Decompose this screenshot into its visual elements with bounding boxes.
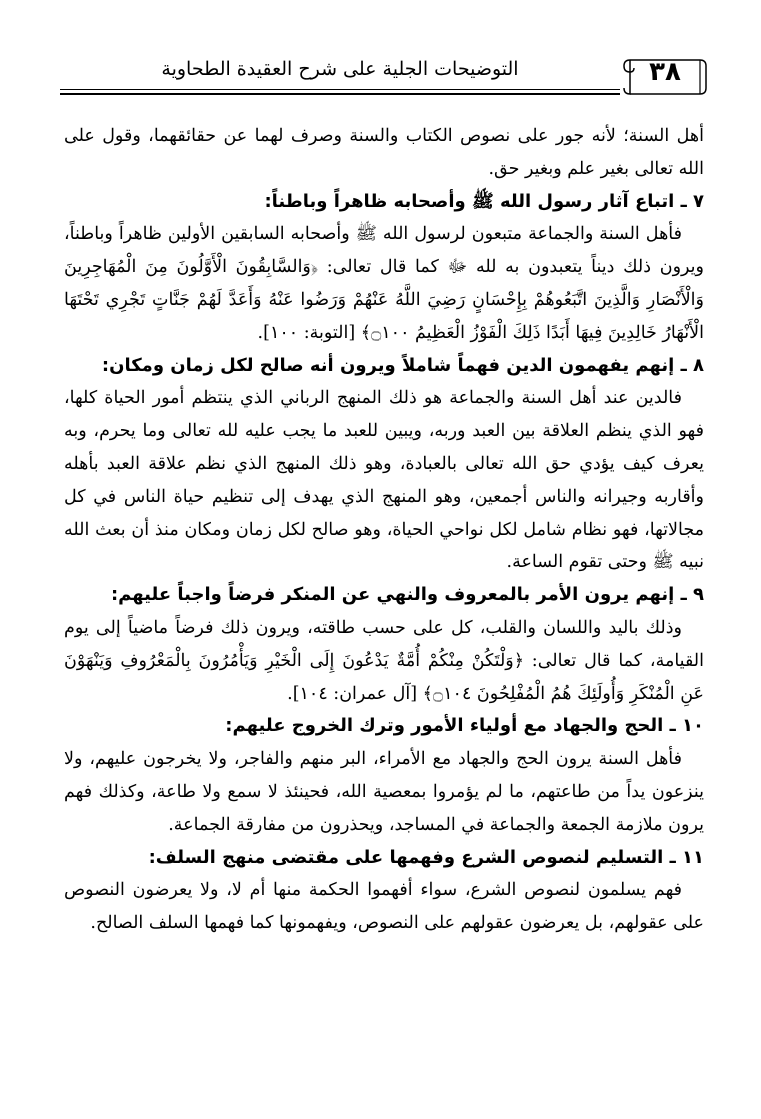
page-number-scroll xyxy=(620,54,710,94)
header-rule-thick xyxy=(60,93,620,95)
paragraph: فهم يسلمون لنصوص الشرع، سواء أفهموا الحكمة منها أم لا، ولا يعرضون النصوص على عقولهم، بل يعرضون عقولهم على النصوص، ويفهمونها كما فهمها السلف الصالح. xyxy=(64,880,704,934)
paragraph: فأهل السنة والجماعة متبعون لرسول الله ﷺ وأصحابه السابقين الأولين ظاهراً وباطناً، ويرون ذلك ديناً يتعبدون به لله ﷻ كما قال تعالى: ﴿وَالسَّابِقُونَ الْأَوَّلُونَ مِنَ الْمُهَاجِرِينَ وَالْأَنْصَارِ وَالَّذِينَ اتَّبَعُوهُمْ بِإِحْسَانٍ رَضِيَ اللَّهُ عَنْهُمْ وَرَضُوا عَنْهُ وَأَعَدَّ لَهُمْ جَنَّاتٍ تَجْرِي تَحْتَهَا الْأَنْهَارُ خَالِدِينَ فِيهَا أَبَدًا ذَلِكَ الْفَوْزُ الْعَظِيمُ ۝١٠٠﴾ [التوبة: ١٠٠]. xyxy=(64,224,704,343)
section-heading: ٨ ـ إنهم يفهمون الدين فهماً شاملاً ويرون أنه صالح لكل زمان ومكان: xyxy=(101,354,704,376)
page-body xyxy=(64,120,704,940)
section-heading: ١٠ ـ الحج والجهاد مع أولياء الأمور وترك الخروج عليهم: xyxy=(225,715,704,737)
running-title: التوضيحات الجلية على شرح العقيدة الطحاوية xyxy=(161,58,519,80)
section-heading: ٧ ـ اتباع آثار رسول الله ﷺ وأصحابه ظاهراً وباطناً: xyxy=(264,190,704,212)
header-rule-thin xyxy=(60,89,620,90)
section-heading: ٩ ـ إنهم يرون الأمر بالمعروف والنهي عن المنكر فرضاً واجباً عليهم: xyxy=(110,584,704,606)
page-header xyxy=(60,52,710,100)
paragraph: فأهل السنة يرون الحج والجهاد مع الأمراء، البر منهم والفاجر، ولا يخرجون عليهم، ولا ينزعون يداً من طاعتهم، ما لم يؤمروا بمعصية الله، فحينئذ لا سمع ولا طاعة، وكذلك فهم يرون ملازمة الجمعة والجماعة في المساجد، ويحذرون من مفارقة الجماعة. xyxy=(64,749,704,835)
page-number: ٣٨ xyxy=(649,57,681,87)
paragraph: فالدين عند أهل السنة والجماعة هو ذلك المنهج الرباني الذي ينتظم أمور الحياة كلها، فهو الذي ينظم العلاقة بين العبد وربه، ويبين للعبد ما يجب عليه لله تعالى وما يحرم، وبه يعرف كيف يؤدي حق الله تعالى بالعبادة، وهو ذلك المنهج الذي نظم علاقة العبد بأهله وأقاربه وجيرانه والناس أجمعين، وهو المنهج الذي يهدف إلى تنظيم حياة الناس في كل مجالاتها، فهو نظام شامل لكل نواحي الحياة، وهو صالح لكل زمان ومكان منذ أن بعث الله نبيه ﷺ وحتى تقوم الساعة. xyxy=(64,388,704,573)
section-heading: ١١ ـ التسليم لنصوص الشرع وفهمها على مقتضى منهج السلف: xyxy=(148,846,704,868)
paragraph: وذلك باليد واللسان والقلب، كل على حسب طاقته، ويرون ذلك فرضاً ماضياً إلى يوم القيامة، كما قال تعالى: ﴿وَلْتَكُنْ مِنْكُمْ أُمَّةٌ يَدْعُونَ إِلَى الْخَيْرِ وَيَأْمُرُونَ بِالْمَعْرُوفِ وَيَنْهَوْنَ عَنِ الْمُنْكَرِ وَأُولَئِكَ هُمُ الْمُفْلِحُونَ ۝١٠٤﴾ [آل عمران: ١٠٤]. xyxy=(64,617,704,704)
paragraph: أهل السنة؛ لأنه جور على نصوص الكتاب والسنة وصرف لهما عن حقائقهما، وقول على الله تعالى بغير علم وبغير حق. xyxy=(64,126,704,179)
